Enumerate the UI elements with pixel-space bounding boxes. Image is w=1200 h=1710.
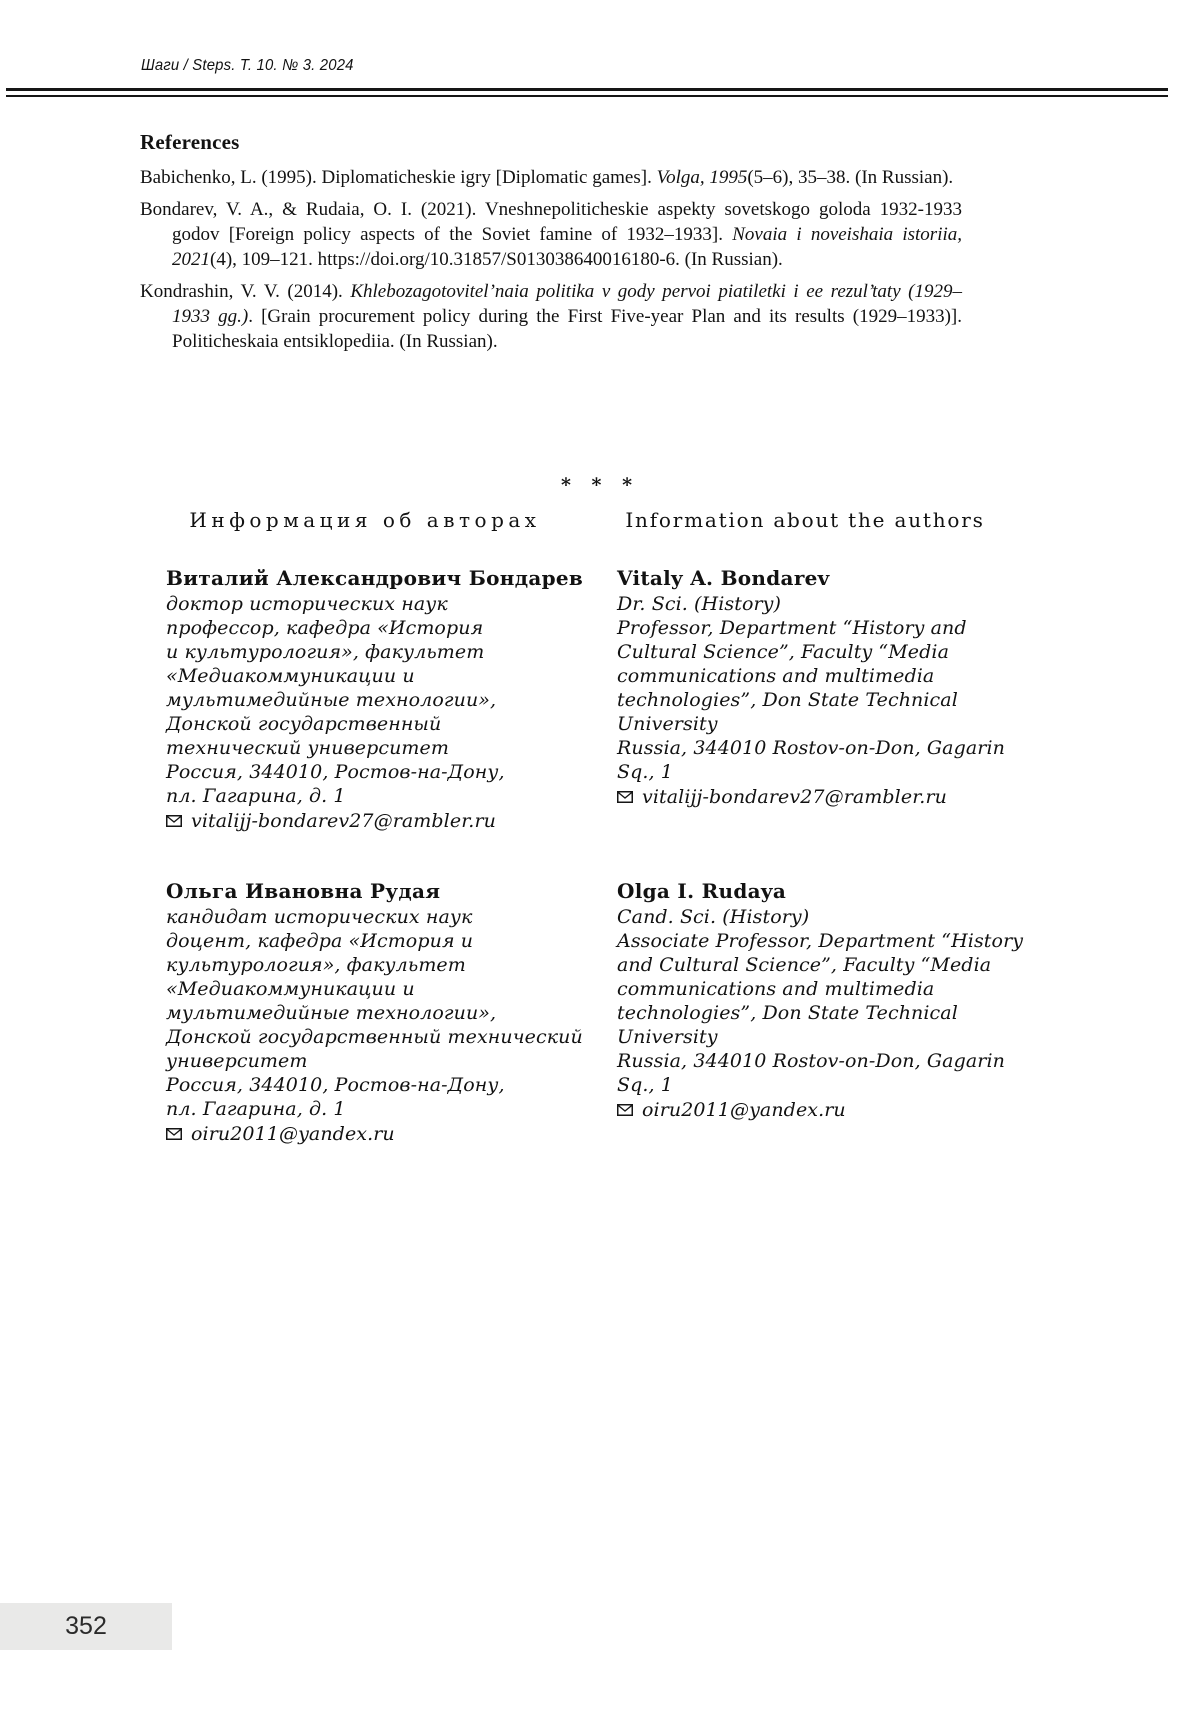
page-number-badge [0, 1603, 172, 1650]
author-email: vitalijj-bondarev27@rambler.ru [642, 786, 947, 808]
author-detail-line: пл. Гагарина, д. 1 [166, 1098, 346, 1120]
author-detail-line: Cultural Science”, Faculty “Media [617, 641, 950, 663]
authors-heading-en: Information about the authors [625, 508, 985, 532]
author-detail-line: доктор исторических наук [166, 593, 448, 615]
author-detail-lines [166, 592, 626, 808]
author-name: Виталий Александрович Бондарев [166, 566, 584, 590]
author-detail-line: «Медиакоммуникации и [166, 978, 415, 1000]
author-card-ru-rudaya [166, 878, 626, 1146]
envelope-icon [166, 1128, 182, 1140]
author-detail-line: «Медиакоммуникации и [166, 665, 415, 687]
author-detail-lines [617, 592, 1057, 784]
author-detail-line: и культурология», факультет [166, 641, 485, 663]
header-rule-top [6, 88, 1168, 91]
author-email: oiru2011@yandex.ru [642, 1099, 846, 1121]
envelope-icon [617, 1104, 633, 1116]
author-detail-line: University [617, 713, 718, 735]
author-name: Olga I. Rudaya [617, 879, 787, 903]
author-detail-line: and Cultural Science”, Faculty “Media [617, 954, 992, 976]
author-detail-line: communications and multimedia [617, 665, 935, 687]
author-detail-line: Russia, 344010 Rostov-on-Don, Gagarin [617, 1050, 1005, 1072]
references-heading: References [140, 130, 240, 154]
envelope-icon [166, 815, 182, 827]
author-email: vitalijj-bondarev27@rambler.ru [191, 810, 496, 832]
author-name: Ольга Ивановна Рудая [166, 879, 441, 903]
author-detail-line: Cand. Sci. (History) [617, 906, 810, 928]
author-email-line [617, 785, 1057, 809]
author-detail-line: Sq., 1 [617, 761, 673, 783]
author-detail-line: communications and multimedia [617, 978, 935, 1000]
author-email: oiru2011@yandex.ru [191, 1123, 395, 1145]
author-email-line [617, 1098, 1057, 1122]
reference-item: Kondrashin, V. V. (2014). Khlebozagotovitel’naia politika v gody pervoi piatiletki i ee rezul’taty (1929–1933 gg.). [Grain procurement policy during the First Five-year Plan and its results (1929–1933)]. Politicheskaia entsiklopediia. (In Russian). [140, 281, 963, 352]
author-detail-line: культурология», факультет [166, 954, 466, 976]
author-name: Vitaly A. Bondarev [617, 566, 830, 590]
author-detail-line: доцент, кафедра «История и [166, 930, 474, 952]
author-detail-line: technologies”, Don State Technical [617, 1002, 958, 1024]
reference-item: Bondarev, V. A., & Rudaia, O. I. (2021). Vneshnepoliticheskie aspekty sovetskogo goloda 1932-1933 godov [Foreign policy aspects of the Soviet famine of 1932–1933]. Novaia i noveishaia istoriia, 2021(4), 109–121. https://doi.org/10.31857/S013038640016180-6. (In Russian). [140, 199, 963, 270]
authors-heading-ru: Информация об авторах [189, 508, 541, 532]
author-detail-line: Россия, 344010, Ростов-на-Дону, [166, 1074, 505, 1096]
author-detail-line: University [617, 1026, 718, 1048]
page-number: 352 [65, 1612, 107, 1640]
author-detail-line: Professor, Department “History and [617, 617, 967, 639]
author-detail-line: Донской государственный [166, 713, 442, 735]
author-detail-lines [166, 905, 626, 1121]
author-detail-line: Sq., 1 [617, 1074, 673, 1096]
references-section [140, 130, 962, 361]
author-email-line [166, 809, 626, 833]
journal-running-head: Шаги / Steps. Т. 10. № 3. 2024 [141, 57, 354, 74]
author-detail-line: профессор, кафедра «История [166, 617, 484, 639]
reference-item: Babichenko, L. (1995). Diplomaticheskie igry [Diplomatic games]. Volga, 1995(5–6), 35–38. (In Russian). [140, 167, 954, 188]
author-detail-line: Dr. Sci. (History) [617, 593, 782, 615]
author-detail-line: пл. Гагарина, д. 1 [166, 785, 346, 807]
author-detail-line: университет [166, 1050, 308, 1072]
author-detail-line: Russia, 344010 Rostov-on-Don, Gagarin [617, 737, 1005, 759]
author-card-en-rudaya [617, 878, 1057, 1122]
author-detail-line: Россия, 344010, Ростов-на-Дону, [166, 761, 505, 783]
author-detail-line: технический университет [166, 737, 449, 759]
author-email-line [166, 1122, 626, 1146]
author-detail-line: Донской государственный технический [166, 1026, 583, 1048]
asterisk-separator: * * * [560, 474, 640, 496]
author-detail-line: technologies”, Don State Technical [617, 689, 958, 711]
author-detail-line: Associate Professor, Department “History [617, 930, 1024, 952]
author-detail-line: мультимедийные технологии», [166, 1002, 497, 1024]
author-card-en-bondarev [617, 565, 1057, 809]
envelope-icon [617, 791, 633, 803]
header-rule-bottom [6, 95, 1168, 97]
author-detail-line: мультимедийные технологии», [166, 689, 497, 711]
author-detail-lines [617, 905, 1057, 1097]
author-detail-line: кандидат исторических наук [166, 906, 473, 928]
author-card-ru-bondarev [166, 565, 626, 833]
